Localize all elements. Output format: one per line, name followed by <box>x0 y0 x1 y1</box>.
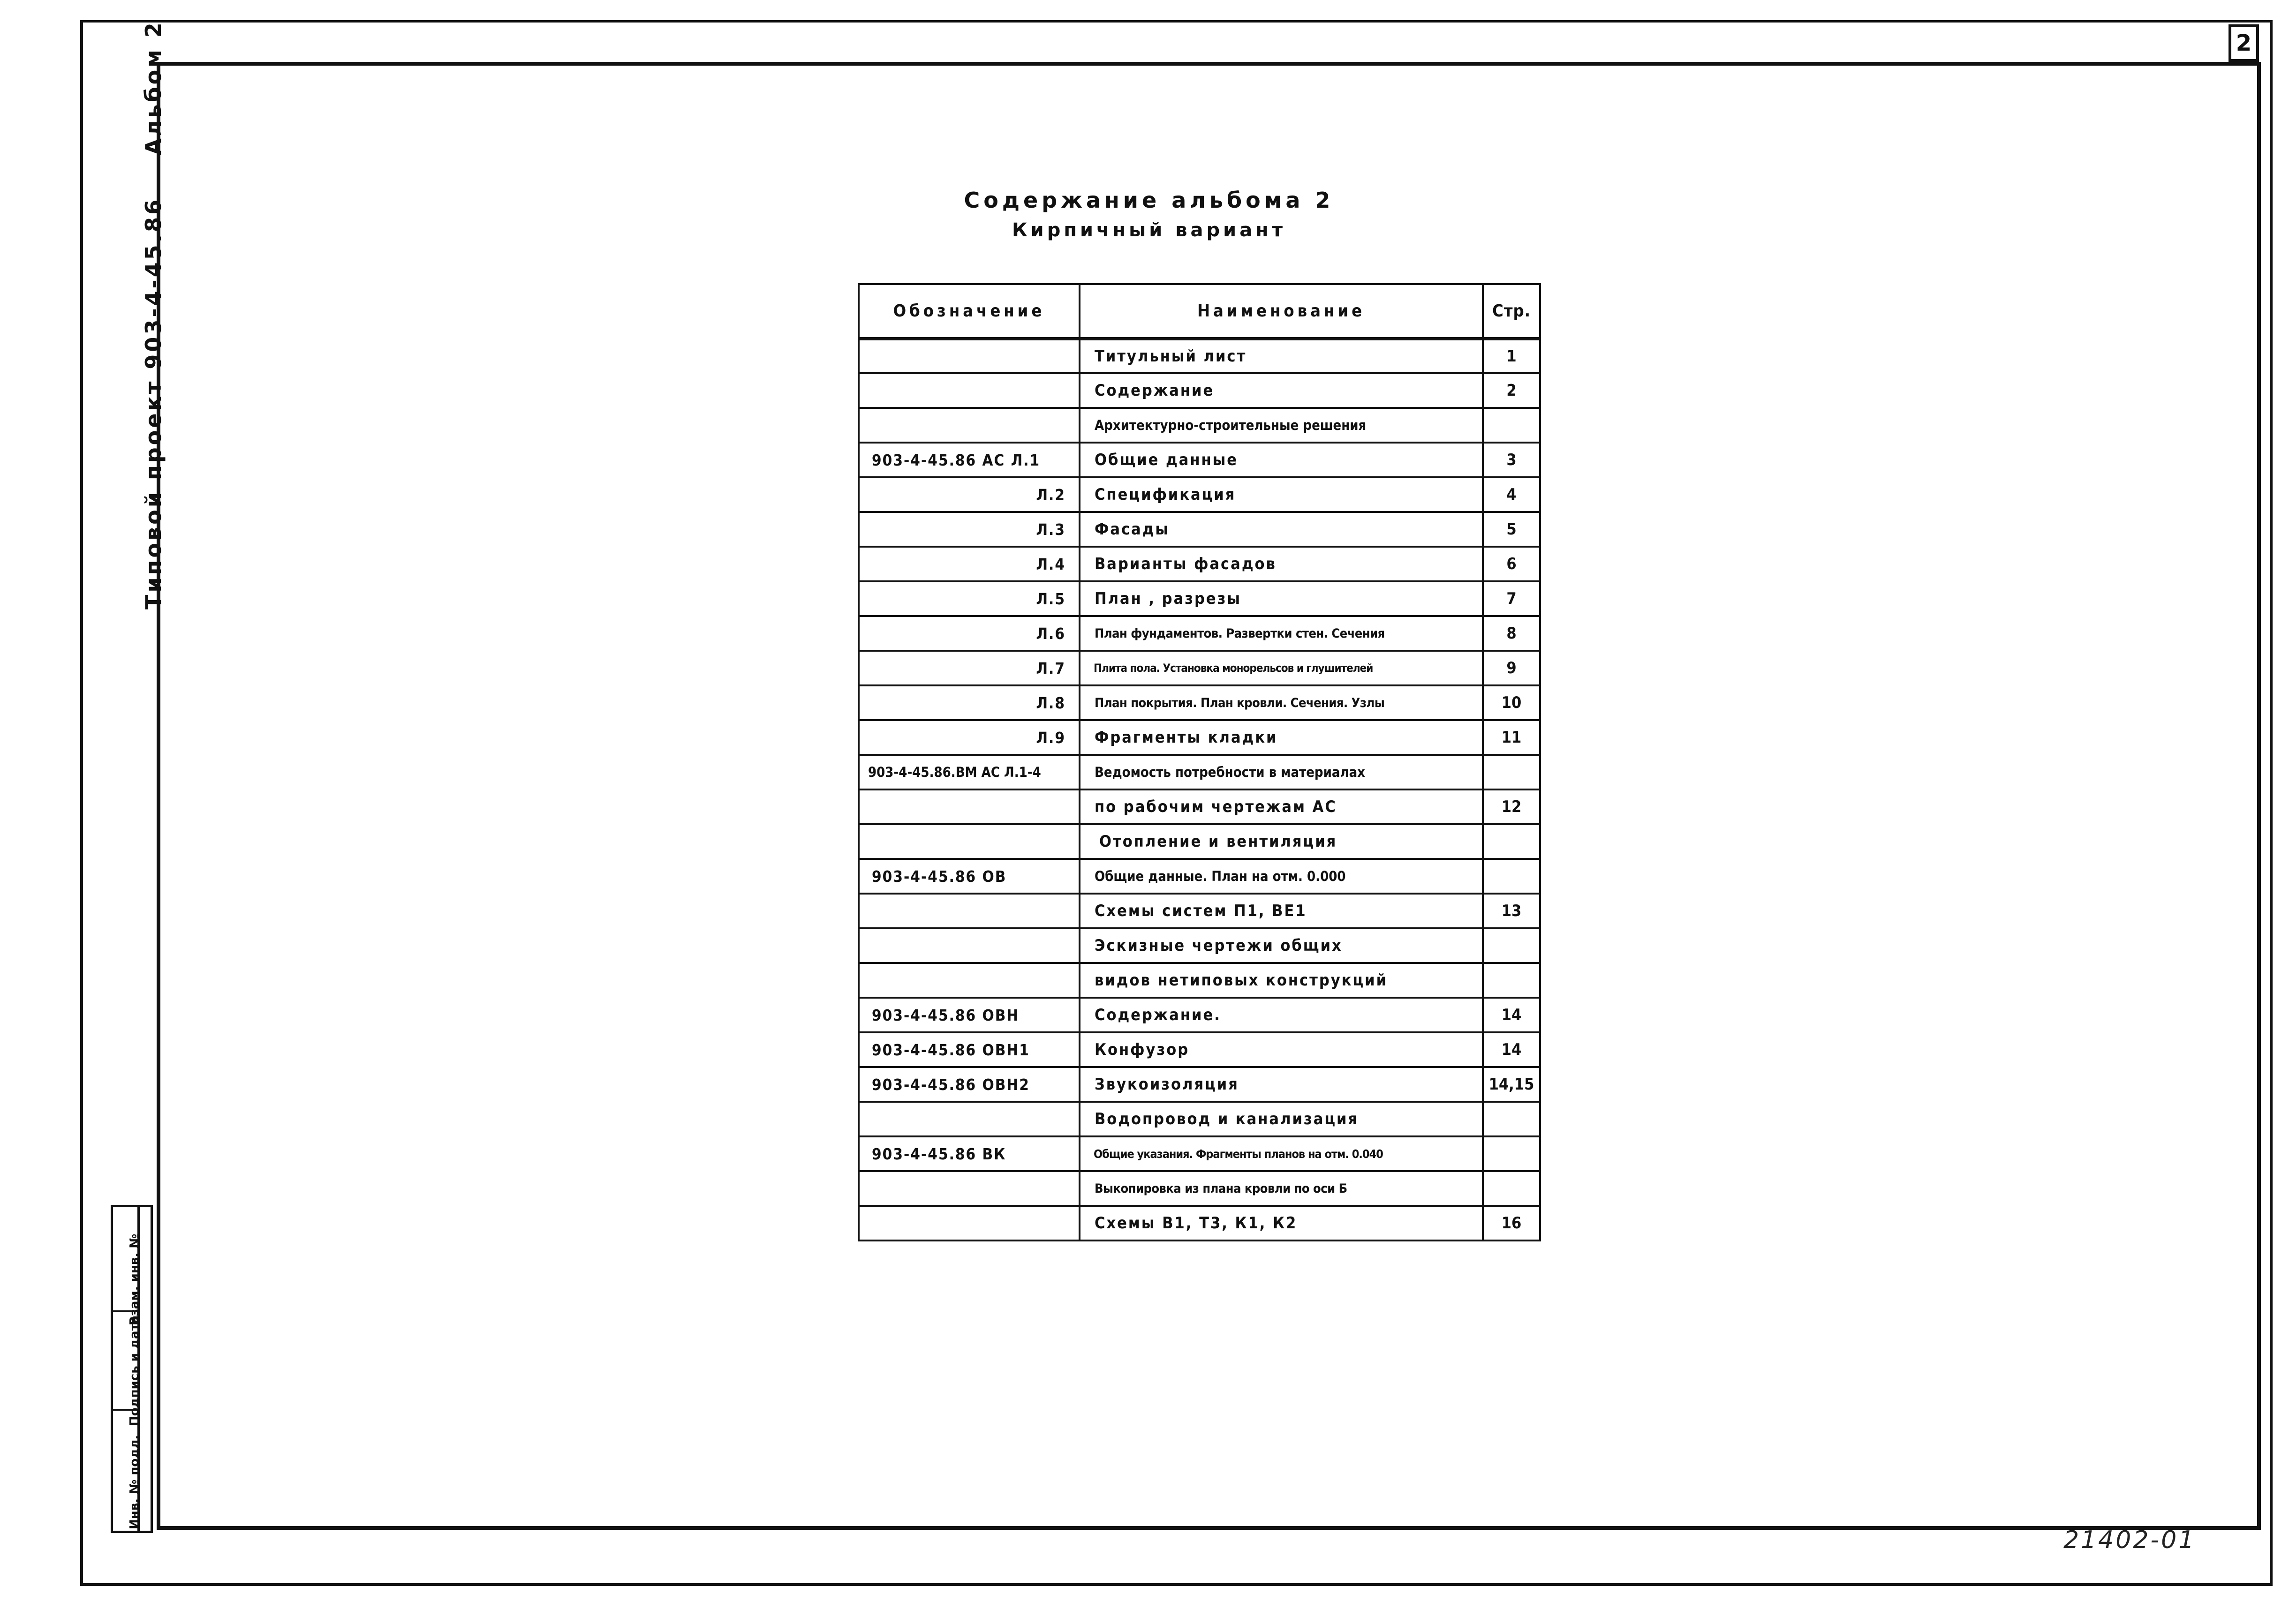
row-name: План фундаментов. Развертки стен. Сечения <box>1080 616 1483 651</box>
table-row <box>859 894 1540 928</box>
stamp-label-signature: Подпись и дата <box>128 1315 142 1426</box>
row-designation: Л.4 <box>859 547 1080 581</box>
table-header-row <box>859 284 1540 338</box>
row-page: 16 <box>1483 1206 1540 1241</box>
row-designation <box>859 963 1080 998</box>
row-page <box>1483 408 1540 443</box>
row-name: Водопровод и канализация <box>1080 1102 1483 1136</box>
table-row <box>859 651 1540 685</box>
row-name: Содержание. <box>1080 998 1483 1032</box>
row-designation <box>859 894 1080 928</box>
header-designation: Обозначение <box>859 284 1080 338</box>
row-page: 14,15 <box>1483 1067 1540 1102</box>
row-name: Общие данные. План на отм. 0.000 <box>1080 859 1483 894</box>
sheet-number <box>2229 24 2259 62</box>
row-page <box>1483 928 1540 963</box>
row-page <box>1483 1136 1540 1171</box>
table-row <box>859 1067 1540 1102</box>
row-page <box>1483 824 1540 859</box>
table-row <box>859 963 1540 998</box>
table-row <box>859 928 1540 963</box>
stamp-label-inventory: Инв. № подл. <box>128 1435 142 1529</box>
row-designation <box>859 338 1080 373</box>
row-name: План покрытия. План кровли. Сечения. Узлы <box>1080 685 1483 720</box>
sheet-number-text: 2 <box>2236 30 2252 56</box>
row-name: видов нетиповых конструкций <box>1080 963 1483 998</box>
stamp-label-replacement: Взам. инв. № <box>128 1233 142 1325</box>
row-page <box>1483 859 1540 894</box>
table-row <box>859 789 1540 824</box>
header-page: Стр. <box>1483 284 1540 338</box>
contents-title <box>797 188 1501 241</box>
row-page: 12 <box>1483 789 1540 824</box>
stamp-labels <box>128 1232 142 1529</box>
row-designation <box>859 1171 1080 1206</box>
row-page: 7 <box>1483 581 1540 616</box>
archive-number: 21402-01 <box>2063 1526 2196 1554</box>
row-page <box>1483 755 1540 789</box>
row-name: Фасады <box>1080 512 1483 547</box>
row-name: Эскизные чертежи общих <box>1080 928 1483 963</box>
row-name: Конфузор <box>1080 1032 1483 1067</box>
row-page <box>1483 1171 1540 1206</box>
row-page: 4 <box>1483 477 1540 512</box>
table-row <box>859 998 1540 1032</box>
row-page: 14 <box>1483 1032 1540 1067</box>
table-row <box>859 512 1540 547</box>
table-row <box>859 477 1540 512</box>
table-row <box>859 720 1540 755</box>
row-name: Титульный лист <box>1080 338 1483 373</box>
contents-title-sub: Кирпичный вариант <box>1012 219 1286 241</box>
table-row <box>859 755 1540 789</box>
row-name: Содержание <box>1080 373 1483 408</box>
table-row <box>859 408 1540 443</box>
side-title-album: Альбом 2 <box>141 20 166 155</box>
row-name: Общие указания. Фрагменты планов на отм. 0.040 <box>1080 1136 1483 1171</box>
row-designation: 903-4-45.86 ОВ <box>859 859 1080 894</box>
row-designation <box>859 408 1080 443</box>
row-name: Отопление и вентиляция <box>1080 824 1483 859</box>
row-page: 9 <box>1483 651 1540 685</box>
row-name: План , разрезы <box>1080 581 1483 616</box>
row-designation: Л.5 <box>859 581 1080 616</box>
table-row <box>859 1102 1540 1136</box>
table-row <box>859 685 1540 720</box>
row-name: Архитектурно-строительные решения <box>1080 408 1483 443</box>
row-designation: Л.7 <box>859 651 1080 685</box>
row-designation: Л.9 <box>859 720 1080 755</box>
table-row <box>859 824 1540 859</box>
table-row <box>859 1171 1540 1206</box>
row-page: 6 <box>1483 547 1540 581</box>
row-page: 1 <box>1483 338 1540 373</box>
row-name: Схемы систем П1, ВЕ1 <box>1080 894 1483 928</box>
row-page: 5 <box>1483 512 1540 547</box>
row-page: 8 <box>1483 616 1540 651</box>
table-row <box>859 1206 1540 1241</box>
table-row <box>859 616 1540 651</box>
table-row <box>859 443 1540 477</box>
row-name: Схемы В1, Т3, К1, К2 <box>1080 1206 1483 1241</box>
row-page <box>1483 1102 1540 1136</box>
row-designation <box>859 373 1080 408</box>
row-designation: Л.6 <box>859 616 1080 651</box>
row-page: 13 <box>1483 894 1540 928</box>
contents-title-main: Содержание альбома 2 <box>964 188 1334 213</box>
table-row <box>859 373 1540 408</box>
table-row <box>859 338 1540 373</box>
row-designation <box>859 1102 1080 1136</box>
row-designation <box>859 824 1080 859</box>
row-designation: Л.8 <box>859 685 1080 720</box>
row-designation <box>859 928 1080 963</box>
row-page: 10 <box>1483 685 1540 720</box>
row-name: Выкопировка из плана кровли по оси Б <box>1080 1171 1483 1206</box>
row-designation: 903-4-45.86 ОВН1 <box>859 1032 1080 1067</box>
row-name: Фрагменты кладки <box>1080 720 1483 755</box>
row-designation: 903-4-45.86.ВМ АС Л.1-4 <box>859 755 1080 789</box>
row-designation: 903-4-45.86 ОВН <box>859 998 1080 1032</box>
row-page: 2 <box>1483 373 1540 408</box>
row-name: Звукоизоляция <box>1080 1067 1483 1102</box>
row-designation: 903-4-45.86 ВК <box>859 1136 1080 1171</box>
row-page: 3 <box>1483 443 1540 477</box>
header-name: Наименование <box>1080 284 1483 338</box>
row-designation: Л.3 <box>859 512 1080 547</box>
table-row <box>859 1136 1540 1171</box>
row-name: Плита пола. Установка монорельсов и глушителей <box>1080 651 1483 685</box>
row-designation: 903-4-45.86 ОВН2 <box>859 1067 1080 1102</box>
table-row <box>859 1032 1540 1067</box>
row-name: по рабочим чертежам АС <box>1080 789 1483 824</box>
row-designation: Л.2 <box>859 477 1080 512</box>
row-page: 11 <box>1483 720 1540 755</box>
side-title <box>141 20 166 609</box>
row-designation <box>859 789 1080 824</box>
row-designation: 903-4-45.86 АС Л.1 <box>859 443 1080 477</box>
contents-table <box>858 283 1541 1241</box>
row-name: Общие данные <box>1080 443 1483 477</box>
row-name: Варианты фасадов <box>1080 547 1483 581</box>
row-page <box>1483 963 1540 998</box>
row-name: Ведомость потребности в материалах <box>1080 755 1483 789</box>
side-title-project: Типовой проект 903-4-45.86 <box>141 197 166 609</box>
row-page: 14 <box>1483 998 1540 1032</box>
row-designation <box>859 1206 1080 1241</box>
table-row <box>859 547 1540 581</box>
table-row <box>859 859 1540 894</box>
table-row <box>859 581 1540 616</box>
row-name: Спецификация <box>1080 477 1483 512</box>
